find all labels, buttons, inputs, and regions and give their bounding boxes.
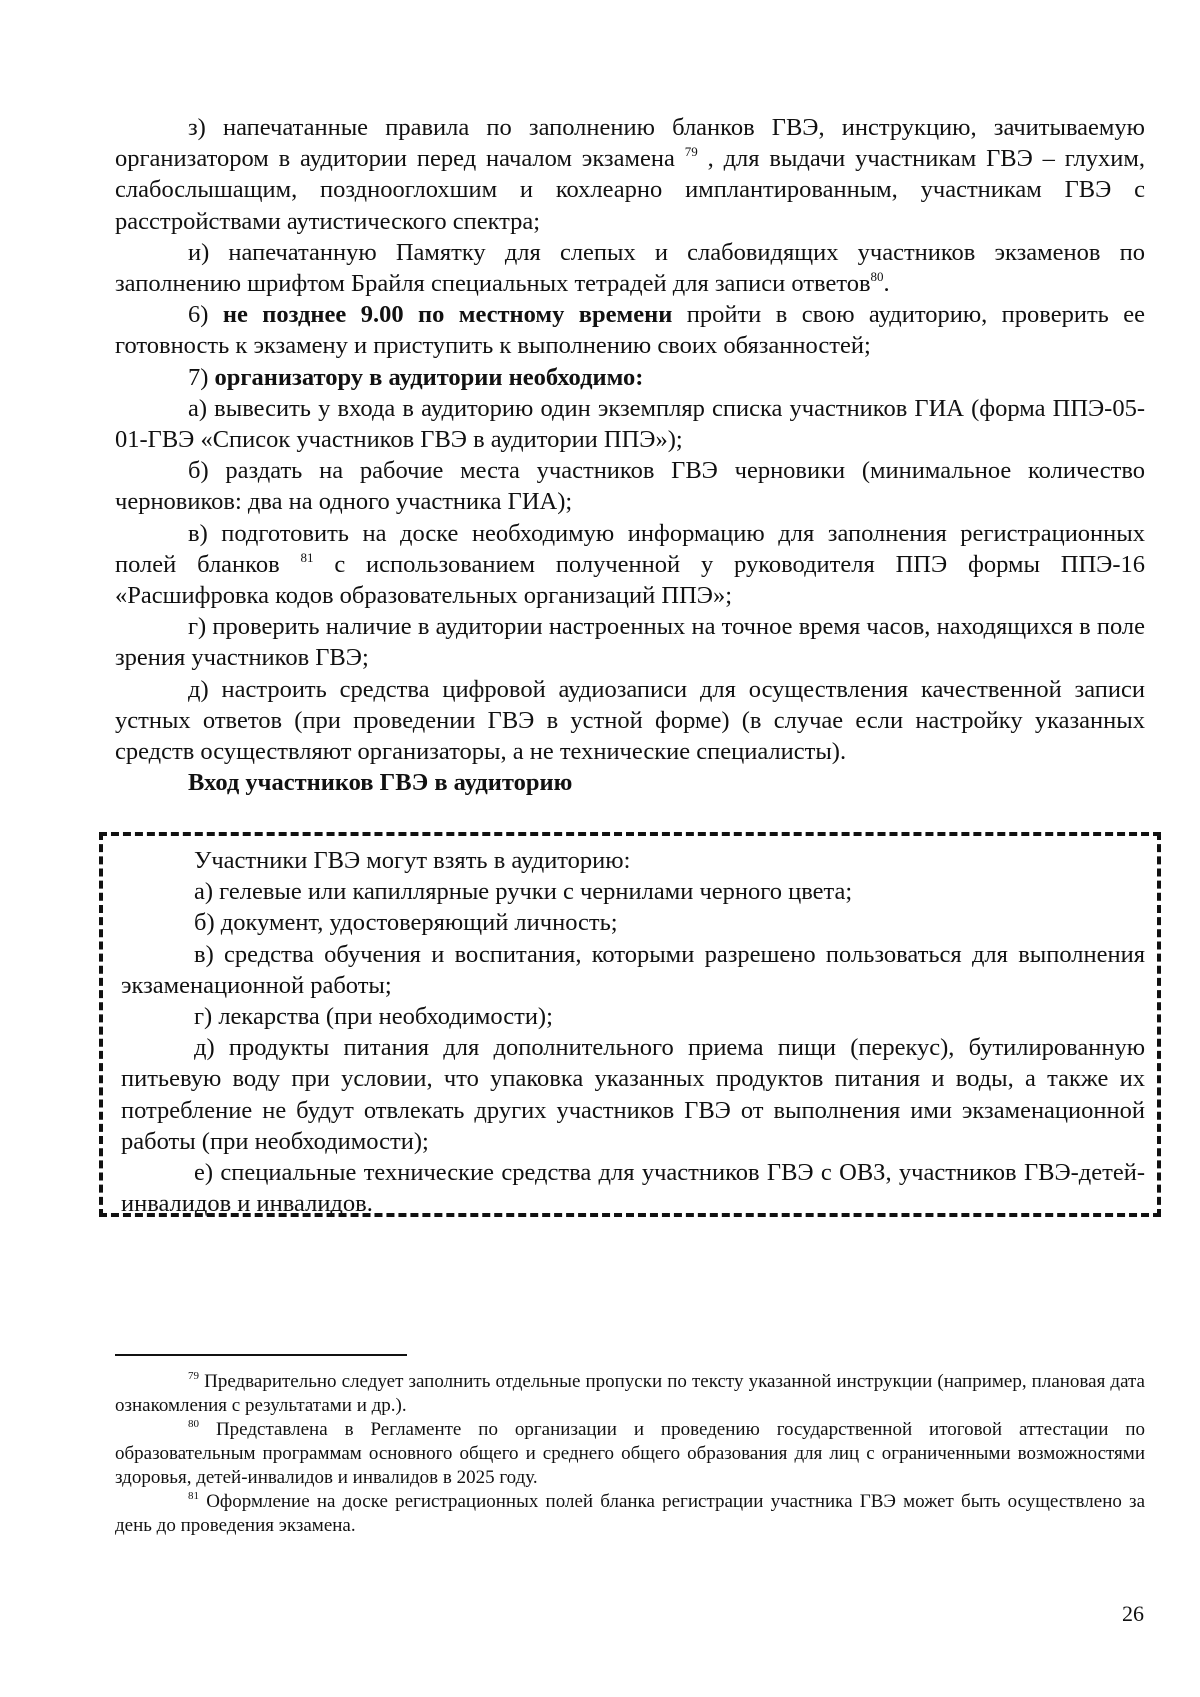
paragraph-i-end: . [883, 270, 890, 298]
box-item: в) средства обучения и воспитания, которыми разрешено пользоваться для выполнения экзаменационной работы; [121, 940, 1145, 999]
footnote-ref-79[interactable]: 79 [684, 144, 698, 160]
allowed-items-box [99, 832, 1161, 1217]
footnote-79 [115, 1370, 1145, 1418]
box-intro: Участники ГВЭ могут взять в аудиторию: [194, 847, 631, 874]
box-item: д) продукты питания для дополнительного приема пищи (перекус), бутилированную питьевую воду при условии, что упаковка указанных продуктов питания и воды, а также их потребление не будут отвлекать других участников ГВЭ от выполнения ими экзаменационной работы (при необходимости); [121, 1034, 1145, 1155]
paragraph-z-text-2: , для выдачи участникам ГВЭ – глухим, слабослышащим, позднооглохшим и кохлеарно имплантированным, участникам ГВЭ с расстройствами аутистического спектра; [115, 145, 1146, 235]
paragraph-7-num: 7) [188, 363, 209, 391]
paragraph-v-text: в) подготовить на доске необходимую информацию для заполнения регистрационных полей бланков [115, 519, 1145, 578]
footnote-81 [115, 1490, 1145, 1538]
footnotes [115, 1370, 1145, 1538]
paragraph-g: г) проверить наличие в аудитории настроенных на точное время часов, находящихся в поле зрения участников ГВЭ; [115, 613, 1145, 672]
paragraph-6 [115, 299, 1145, 361]
footnote-ref-81[interactable]: 81 [300, 549, 314, 565]
paragraph-i [115, 237, 1145, 299]
paragraph-v [115, 518, 1145, 612]
footnote-80 [115, 1418, 1145, 1490]
paragraph-6-bold: не позднее 9.00 по местному времени [222, 301, 673, 329]
paragraph-v-text-2: с использованием полученной у руководителя ППЭ формы ППЭ-16 «Расшифровка кодов образовательных организаций ППЭ»; [115, 550, 1146, 610]
paragraph-7-bold: организатору в аудитории необходимо: [214, 363, 644, 391]
paragraph-i-text: и) напечатанную Памятку для слепых и слабовидящих участников экзаменов по заполнению шрифтом Брайля специальных тетрадей для записи ответов [115, 238, 1145, 298]
paragraph-b: б) раздать на рабочие места участников ГВЭ черновики (минимальное количество черновиков: два на одного участника ГИА); [115, 457, 1145, 516]
box-item: е) специальные технические средства для участников ГВЭ с ОВЗ, участников ГВЭ-детей-инвалидов и инвалидов. [121, 1159, 1145, 1218]
footnote-ref-80[interactable]: 80 [870, 269, 884, 285]
main-text [115, 112, 1145, 798]
footnote-number: 81 [188, 1490, 199, 1502]
footnote-text: Представлена в Регламенте по организации и проведению государственной итоговой аттестации по образовательным программам основного общего и среднего общего образования для лиц с ограниченными возможностями здоровья, детей-инвалидов и инвалидов в 2025 году. [115, 1419, 1146, 1488]
page-number: 26 [1122, 1601, 1144, 1626]
paragraph-d: д) настроить средства цифровой аудиозаписи для осуществления качественной записи устных ответов (при проведении ГВЭ в устной форме) (в случае если настройку указанных средств осуществляют организаторы, а не технические специалисты). [115, 675, 1145, 766]
box-item: а) гелевые или капиллярные ручки с чернилами черного цвета; [194, 878, 853, 906]
section-heading: Вход участников ГВЭ в аудиторию [188, 769, 573, 797]
footnote-text: Предварительно следует заполнить отдельные пропуски по тексту указанной инструкции (например, плановая дата ознакомления с результатами и др.). [115, 1371, 1145, 1416]
paragraph-z-text: з) напечатанные правила по заполнению бланков ГВЭ, инструкцию, зачитываемую организатором в аудитории перед началом экзамена [115, 114, 1145, 173]
box-item: г) лекарства (при необходимости); [194, 1003, 553, 1031]
paragraph-7 [115, 362, 1145, 393]
paragraph-6-num: 6) [188, 301, 209, 329]
paragraph-z [115, 112, 1145, 237]
footnote-number: 80 [188, 1418, 199, 1430]
footnote-separator [115, 1354, 407, 1356]
paragraph-6-text: пройти в свою аудиторию, проверить ее готовность к экзамену и приступить к выполнению своих обязанностей; [115, 301, 1146, 360]
paragraph-a: а) вывесить у входа в аудиторию один экземпляр списка участников ГИА (форма ППЭ-05-01-ГВЭ «Список участников ГВЭ в аудитории ППЭ»); [115, 394, 1145, 454]
footnote-number: 79 [188, 1370, 199, 1382]
box-item: б) документ, удостоверяющий личность; [194, 909, 618, 937]
allowed-items-content [121, 845, 1145, 1219]
footnote-text: Оформление на доске регистрационных полей бланка регистрации участника ГВЭ может быть осуществлено за день до проведения экзамена. [115, 1491, 1146, 1536]
